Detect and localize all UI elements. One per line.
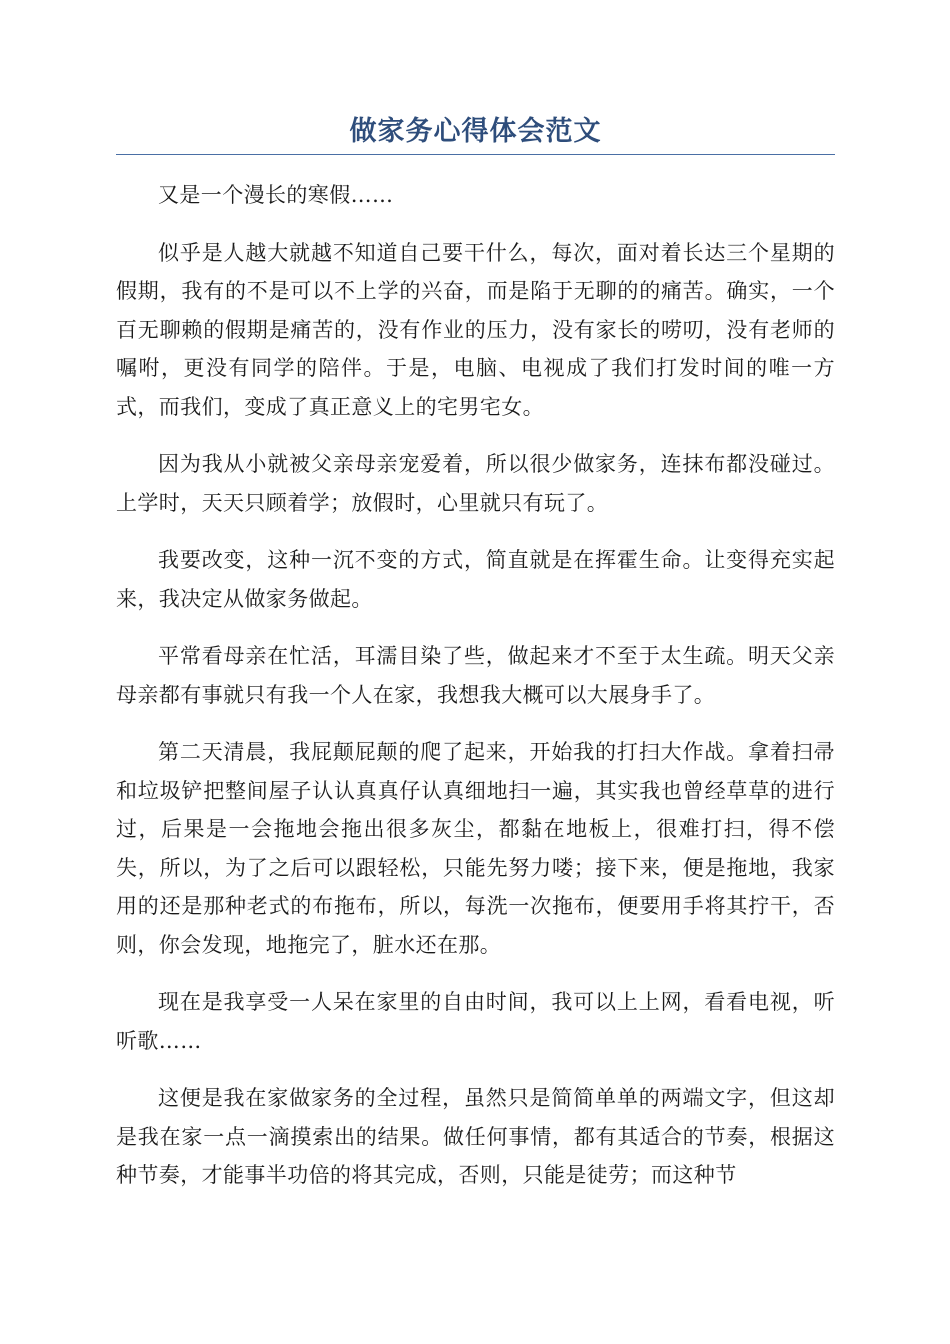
paragraph-5: 平常看母亲在忙活，耳濡目染了些，做起来才不至于太生疏。明天父亲母亲都有事就只有我一个人在家，我想我大概可以大展身手了。 [116, 644, 835, 707]
paragraph-6: 第二天清晨，我屁颠屁颠的爬了起来，开始我的打扫大作战。拿着扫帚和垃圾铲把整间屋子认认真真仔认真细地扫一遍，其实我也曾经草草的进行过，后果是一会拖地会拖出很多灰尘，都黏在地板上，很难打扫，得不偿失，所以，为了之后可以跟轻松，只能先努力喽；接下来，便是拖地，我家用的还是那种老式的布拖布，所以，每洗一次拖布，便要用手将其拧干，否则，你会发现，地拖完了，脏水还在那。 [116, 740, 835, 957]
paragraph-8: 这便是我在家做家务的全过程，虽然只是简简单单的两端文字，但这却是我在家一点一滴摸索出的结果。做任何事情，都有其适合的节奏，根据这种节奏，才能事半功倍的将其完成，否则，只能是徒劳；而这种节 [116, 1086, 835, 1187]
paragraph-2: 似乎是人越大就越不知道自己要干什么，每次，面对着长达三个星期的假期，我有的不是可以不上学的兴奋，而是陷于无聊的的痛苦。确实，一个百无聊赖的假期是痛苦的，没有作业的压力，没有家长的唠叨，没有老师的嘱咐，更没有同学的陪伴。于是，电脑、电视成了我们打发时间的唯一方式，而我们，变成了真正意义上的宅男宅女。 [116, 240, 835, 419]
paragraph-7: 现在是我享受一人呆在家里的自由时间，我可以上上网，看看电视，听听歌…… [116, 990, 835, 1053]
document-body [116, 176, 835, 1214]
paragraph-1: 又是一个漫长的寒假…… [158, 183, 394, 207]
document-title: 做家务心得体会范文 [349, 116, 602, 147]
title-underline-rule [116, 154, 835, 155]
paragraph-3: 因为我从小就被父亲母亲宠爱着，所以很少做家务，连抹布都没碰过。上学时，天天只顾着学；放假时，心里就只有玩了。 [116, 452, 835, 515]
paragraph-4: 我要改变，这种一沉不变的方式，简直就是在挥霍生命。让变得充实起来，我决定从做家务做起。 [116, 548, 835, 611]
